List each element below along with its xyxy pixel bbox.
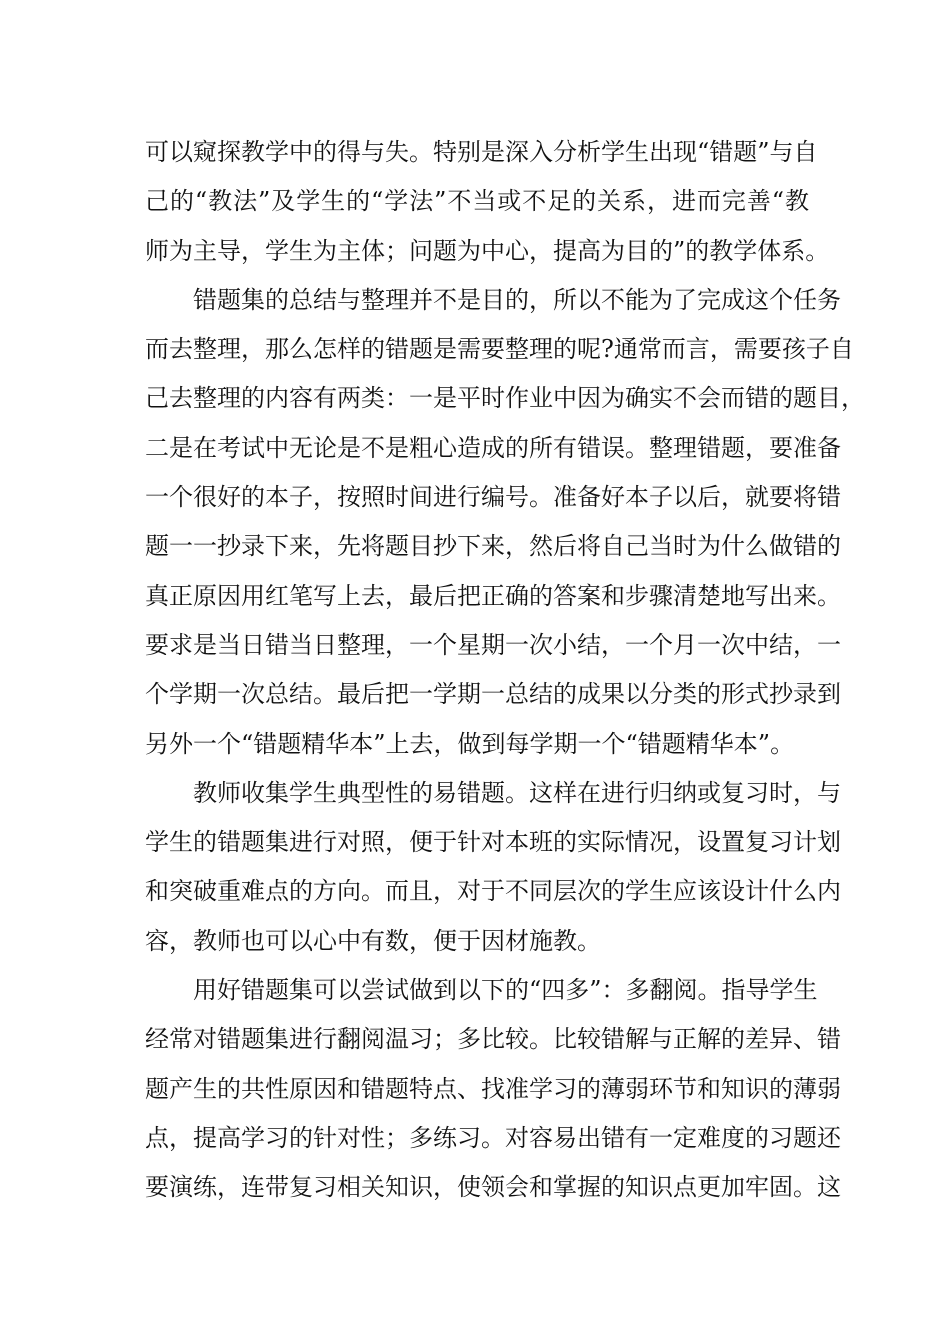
paragraph-first-line: 教师收集学生典型性的易错题。这样在进行归纳或复习时，与: [193, 778, 841, 807]
text-line: 一个很好的本子，按照时间进行编号。准备好本子以后，就要将错: [145, 483, 841, 512]
text-line: 点，提高学习的针对性；多练习。对容易出错有一定难度的习题还: [145, 1123, 841, 1152]
text-line: 经常对错题集进行翻阅温习；多比较。比较错解与正解的差异、错: [145, 1025, 841, 1054]
text-line: 可以窥探教学中的得与失。特别是深入分析学生出现“错题”与自: [145, 138, 818, 166]
text-line: 二是在考试中无论是不是粗心造成的所有错误。整理错题，要准备: [145, 433, 841, 462]
text-line: 学生的错题集进行对照，便于针对本班的实际情况，设置复习计划: [145, 828, 841, 857]
text-line: 容，教师也可以心中有数，便于因材施教。: [145, 926, 601, 955]
text-line: 而去整理，那么怎样的错题是需要整理的呢?通常而言，需要孩子自: [145, 335, 854, 364]
document-body: [145, 128, 865, 1213]
text-line: 个学期一次总结。最后把一学期一总结的成果以分类的形式抄录到: [145, 680, 841, 709]
text-line: 己去整理的内容有两类：一是平时作业中因为确实不会而错的题目，: [145, 384, 865, 413]
text-line: 要演练，连带复习相关知识，使领会和掌握的知识点更加牢固。这: [145, 1173, 841, 1202]
text-line: 题产生的共性原因和错题特点、找准学习的薄弱环节和知识的薄弱: [145, 1074, 841, 1103]
text-line: 真正原因用红笔写上去，最后把正确的答案和步骤清楚地写出来。: [145, 581, 841, 610]
paragraph-first-line: 错题集的总结与整理并不是目的，所以不能为了完成这个任务: [193, 285, 841, 314]
text-line: 己的“教法”及学生的“学法”不当或不足的关系，进而完善“教: [145, 187, 809, 216]
text-line: 和突破重难点的方向。而且，对于不同层次的学生应该设计什么内: [145, 877, 841, 906]
text-line: 另外一个“错题精华本”上去，做到每学期一个“错题精华本”。: [145, 729, 795, 758]
paragraph-first-line: 用好错题集可以尝试做到以下的“四多”：多翻阅。指导学生: [193, 976, 818, 1005]
text-line: 要求是当日错当日整理，一个星期一次小结，一个月一次中结，一: [145, 630, 841, 659]
text-line: 师为主导，学生为主体；问题为中心，提高为目的”的教学体系。: [145, 236, 830, 265]
text-line: 题一一抄录下来，先将题目抄下来，然后将自己当时为什么做错的: [145, 532, 841, 561]
